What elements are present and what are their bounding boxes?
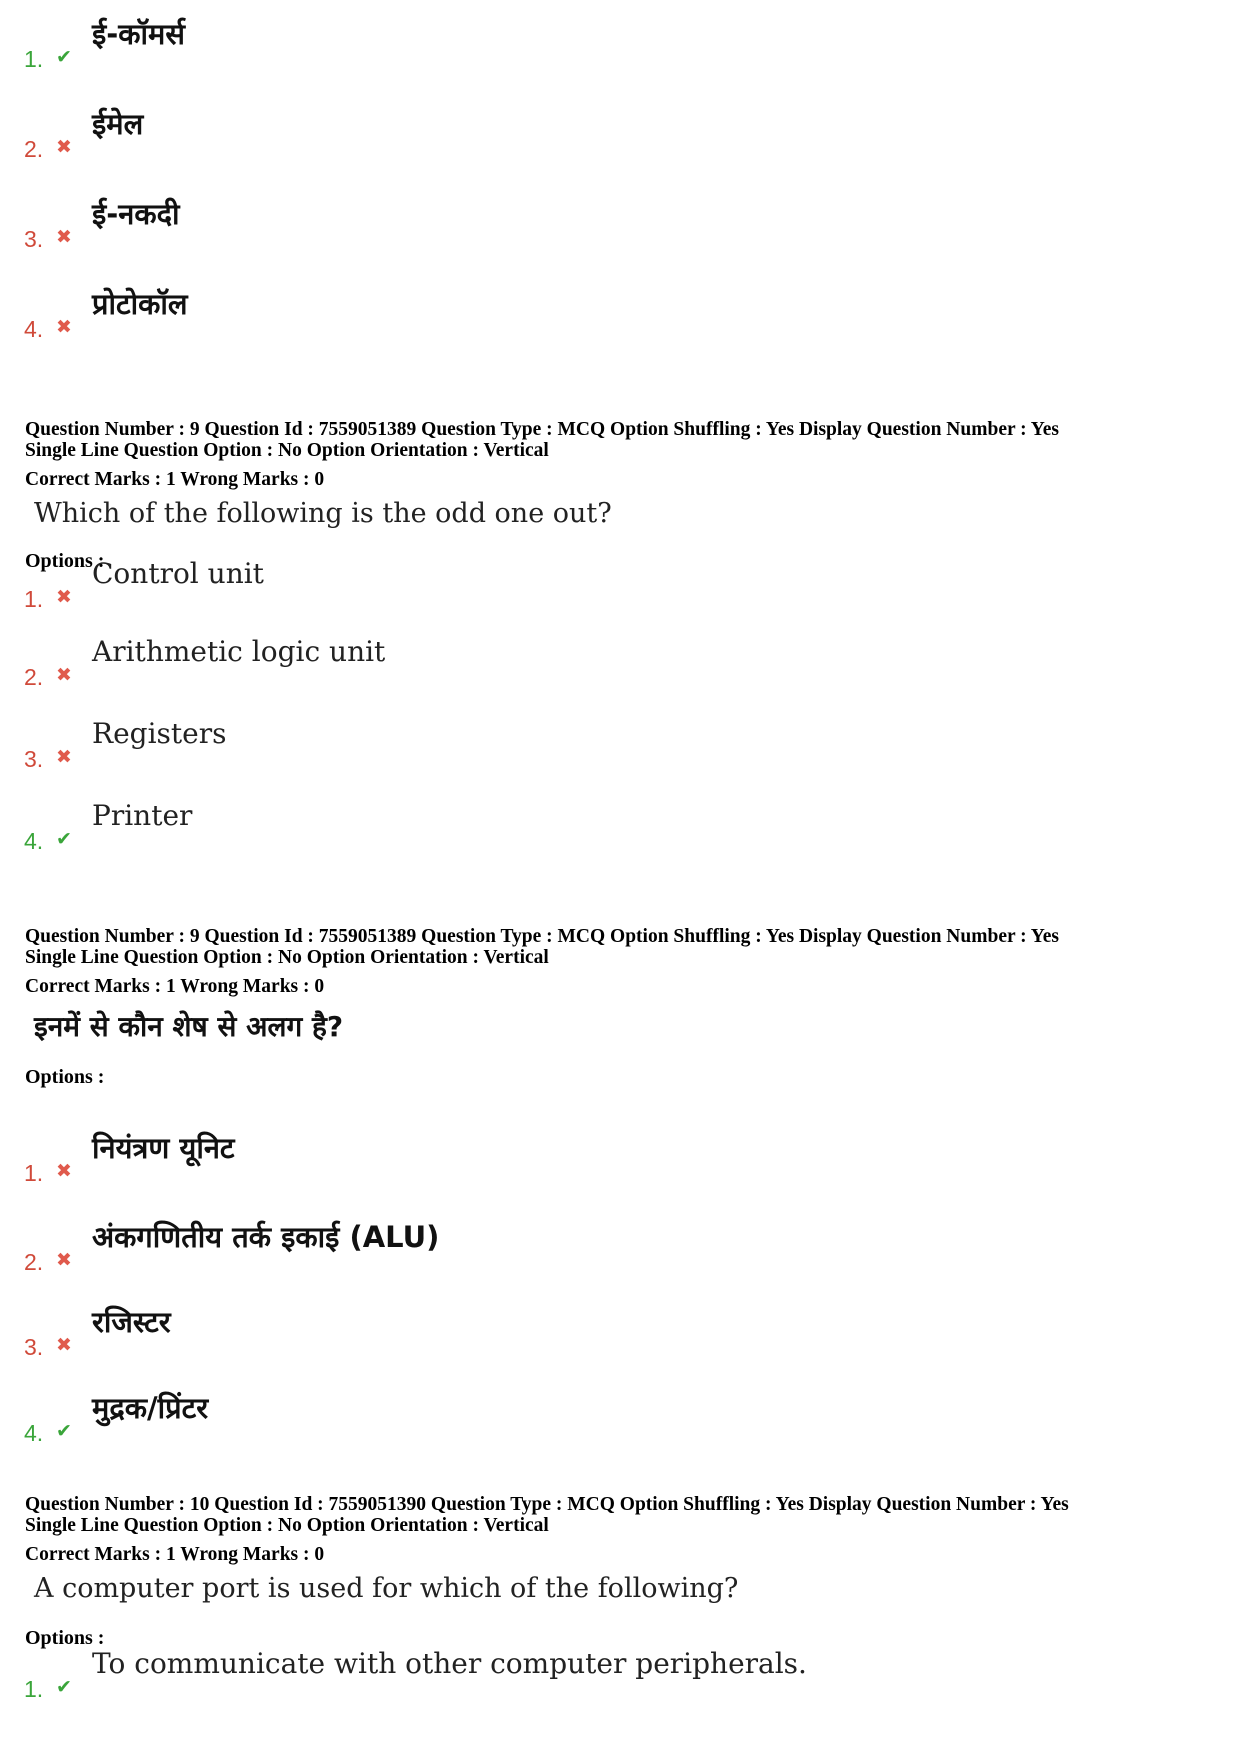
option-row — [0, 192, 1200, 252]
option-row — [0, 1642, 1200, 1702]
option-text: रजिस्टर — [92, 1305, 171, 1339]
question-meta: Single Line Question Option : No Option Orientation : Vertical — [25, 947, 549, 968]
option-text: Control unit — [92, 557, 264, 590]
check-icon: ✔ — [56, 828, 72, 850]
question-marks: Correct Marks : 1 Wrong Marks : 0 — [25, 1544, 325, 1565]
option-row — [0, 12, 1200, 72]
option-number: 3. — [24, 746, 44, 772]
check-icon: ✔ — [56, 1420, 72, 1442]
question-meta: Question Number : 10 Question Id : 7559051390 Question Type : MCQ Option Shuffling : Yes Display Question Number : Yes — [25, 1494, 1069, 1515]
option-row — [0, 1126, 1200, 1186]
options-label: Options : — [25, 1066, 105, 1088]
question-meta: Single Line Question Option : No Option Orientation : Vertical — [25, 1515, 549, 1536]
option-row — [0, 102, 1200, 162]
check-icon: ✔ — [56, 46, 72, 68]
option-text: ई-नकदी — [92, 197, 180, 231]
option-row — [0, 552, 1200, 612]
option-row — [0, 1215, 1200, 1275]
cross-icon: ✖ — [56, 1160, 72, 1182]
cross-icon: ✖ — [56, 586, 72, 608]
option-number: 2. — [24, 1249, 44, 1275]
option-number: 3. — [24, 1334, 44, 1360]
cross-icon: ✖ — [56, 136, 72, 158]
option-text: ईमेल — [92, 107, 144, 141]
option-text: अंकगणितीय तर्क इकाई (ALU) — [92, 1220, 440, 1254]
check-icon: ✔ — [56, 1676, 72, 1698]
option-number: 1. — [24, 1676, 44, 1702]
option-number: 2. — [24, 664, 44, 690]
cross-icon: ✖ — [56, 664, 72, 686]
cross-icon: ✖ — [56, 1249, 72, 1271]
option-number: 2. — [24, 136, 44, 162]
option-row — [0, 282, 1200, 342]
option-row — [0, 630, 1200, 690]
cross-icon: ✖ — [56, 226, 72, 248]
option-row — [0, 794, 1200, 854]
option-text: नियंत्रण यूनिट — [92, 1131, 235, 1165]
option-number: 3. — [24, 226, 44, 252]
cross-icon: ✖ — [56, 1334, 72, 1356]
option-text: Arithmetic logic unit — [92, 635, 386, 668]
question-text: इनमें से कौन शेष से अलग है? — [34, 1010, 344, 1043]
option-number: 1. — [24, 586, 44, 612]
question-text: Which of the following is the odd one out? — [34, 498, 612, 529]
question-meta: Single Line Question Option : No Option Orientation : Vertical — [25, 440, 549, 461]
option-text: ई-कॉमर्स — [92, 17, 186, 51]
option-row — [0, 1300, 1200, 1360]
cross-icon: ✖ — [56, 746, 72, 768]
option-row — [0, 1386, 1200, 1446]
option-number: 4. — [24, 316, 44, 342]
option-row — [0, 712, 1200, 772]
question-meta: Question Number : 9 Question Id : 7559051389 Question Type : MCQ Option Shuffling : Yes Display Question Number : Yes — [25, 419, 1059, 440]
option-text: मुद्रक/प्रिंटर — [92, 1391, 209, 1425]
options-label: Options : — [25, 550, 105, 572]
cross-icon: ✖ — [56, 316, 72, 338]
option-text: To communicate with other computer peripherals. — [92, 1647, 807, 1680]
question-meta: Question Number : 9 Question Id : 7559051389 Question Type : MCQ Option Shuffling : Yes Display Question Number : Yes — [25, 926, 1059, 947]
question-text: A computer port is used for which of the following? — [34, 1573, 739, 1604]
option-number: 4. — [24, 1420, 44, 1446]
option-number: 4. — [24, 828, 44, 854]
option-number: 1. — [24, 46, 44, 72]
option-text: Registers — [92, 717, 227, 750]
option-text: प्रोटोकॉल — [92, 287, 188, 321]
question-marks: Correct Marks : 1 Wrong Marks : 0 — [25, 469, 325, 490]
option-number: 1. — [24, 1160, 44, 1186]
options-label: Options : — [25, 1627, 105, 1649]
option-text: Printer — [92, 799, 193, 832]
question-marks: Correct Marks : 1 Wrong Marks : 0 — [25, 976, 325, 997]
